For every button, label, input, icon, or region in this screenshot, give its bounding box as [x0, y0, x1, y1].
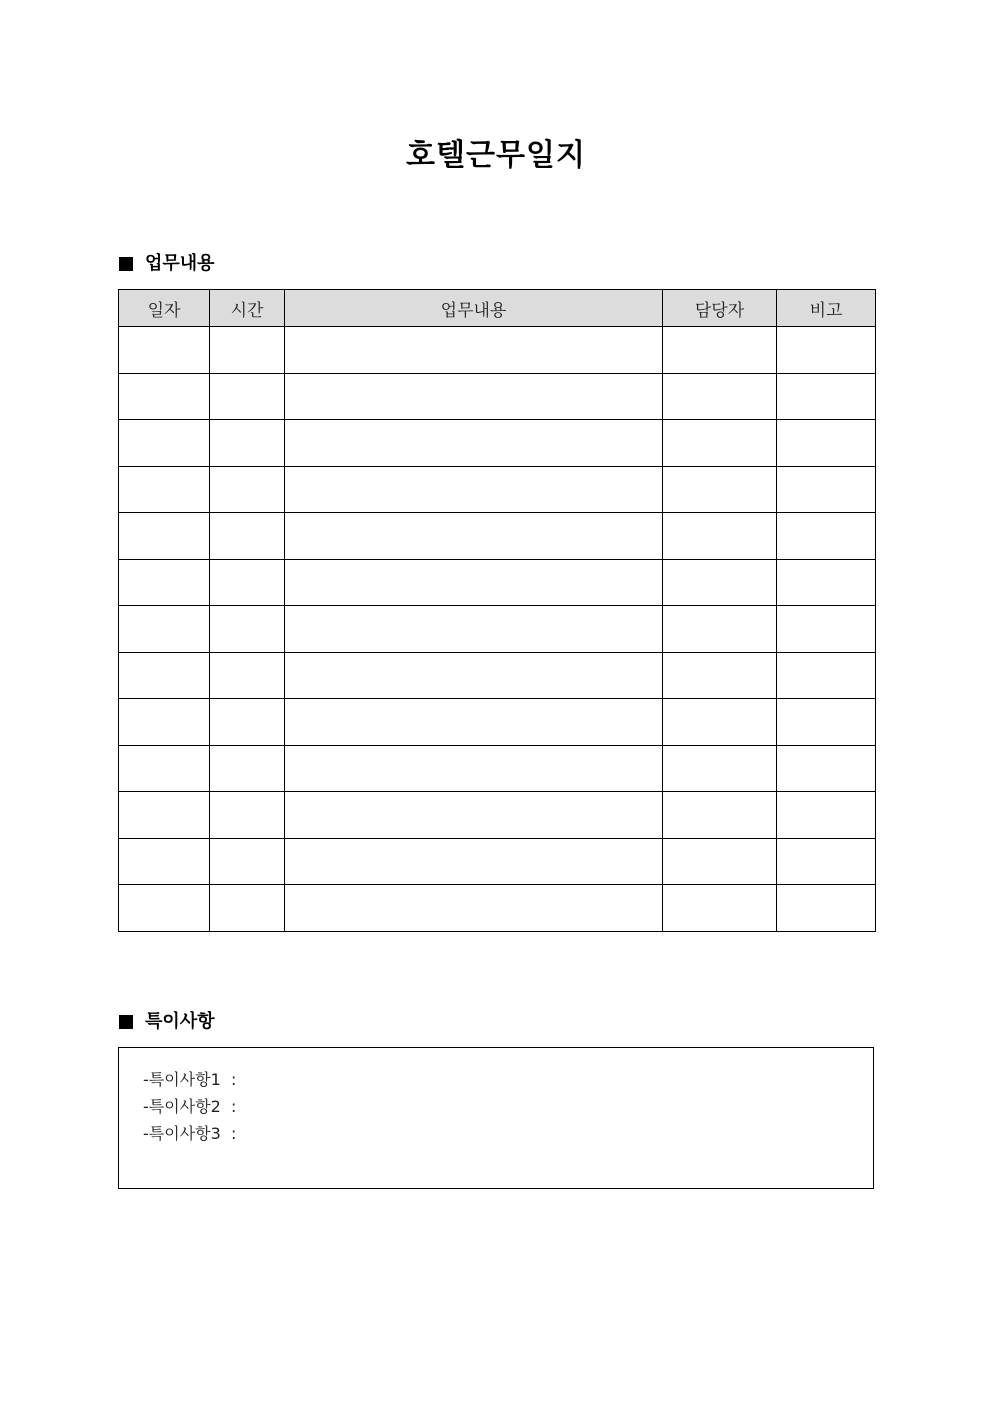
cell-assignee[interactable] [663, 606, 777, 653]
cell-date[interactable] [119, 373, 210, 420]
cell-assignee[interactable] [663, 373, 777, 420]
cell-date[interactable] [119, 559, 210, 606]
cell-task[interactable] [285, 745, 663, 792]
table-row [119, 466, 876, 513]
notes-list [143, 1066, 236, 1147]
cell-remarks[interactable] [777, 373, 876, 420]
cell-assignee[interactable] [663, 466, 777, 513]
cell-remarks[interactable] [777, 699, 876, 746]
square-bullet-icon [119, 1015, 133, 1029]
cell-assignee[interactable] [663, 699, 777, 746]
table-row [119, 420, 876, 467]
note-item-3: -특이사항3 : [143, 1124, 237, 1143]
cell-date[interactable] [119, 466, 210, 513]
cell-remarks[interactable] [777, 838, 876, 885]
cell-task[interactable] [285, 792, 663, 839]
table-row [119, 559, 876, 606]
column-header-assignee: 담당자 [663, 290, 777, 327]
cell-assignee[interactable] [663, 420, 777, 467]
cell-remarks[interactable] [777, 559, 876, 606]
cell-remarks[interactable] [777, 792, 876, 839]
table-row [119, 838, 876, 885]
cell-task[interactable] [285, 513, 663, 560]
cell-assignee[interactable] [663, 885, 777, 932]
cell-date[interactable] [119, 792, 210, 839]
cell-date[interactable] [119, 606, 210, 653]
cell-task[interactable] [285, 699, 663, 746]
cell-assignee[interactable] [663, 327, 777, 374]
table-row [119, 513, 876, 560]
cell-task[interactable] [285, 373, 663, 420]
cell-date[interactable] [119, 885, 210, 932]
notes-box [118, 1047, 874, 1189]
cell-task[interactable] [285, 559, 663, 606]
cell-task[interactable] [285, 885, 663, 932]
cell-assignee[interactable] [663, 652, 777, 699]
cell-task[interactable] [285, 838, 663, 885]
cell-assignee[interactable] [663, 745, 777, 792]
cell-time[interactable] [210, 513, 285, 560]
cell-time[interactable] [210, 559, 285, 606]
cell-time[interactable] [210, 466, 285, 513]
cell-remarks[interactable] [777, 466, 876, 513]
cell-time[interactable] [210, 606, 285, 653]
cell-date[interactable] [119, 420, 210, 467]
cell-time[interactable] [210, 745, 285, 792]
cell-remarks[interactable] [777, 745, 876, 792]
column-header-task: 업무내용 [285, 290, 663, 327]
cell-time[interactable] [210, 652, 285, 699]
cell-time[interactable] [210, 885, 285, 932]
table-row [119, 652, 876, 699]
cell-assignee[interactable] [663, 838, 777, 885]
cell-date[interactable] [119, 652, 210, 699]
note-item-2: -특이사항2 : [143, 1097, 237, 1116]
cell-task[interactable] [285, 466, 663, 513]
notes-section-heading-label: 특이사항 [145, 1011, 215, 1032]
column-header-date: 일자 [119, 290, 210, 327]
cell-assignee[interactable] [663, 792, 777, 839]
cell-remarks[interactable] [777, 652, 876, 699]
column-header-time: 시간 [210, 290, 285, 327]
cell-remarks[interactable] [777, 327, 876, 374]
cell-task[interactable] [285, 420, 663, 467]
notes-section-heading [119, 1010, 215, 1034]
cell-remarks[interactable] [777, 606, 876, 653]
cell-assignee[interactable] [663, 513, 777, 560]
work-section-heading [119, 252, 215, 276]
table-header-row [119, 290, 876, 327]
cell-task[interactable] [285, 652, 663, 699]
document-title: 호텔근무일지 [406, 138, 586, 173]
table-row [119, 606, 876, 653]
cell-date[interactable] [119, 745, 210, 792]
note-item-1: -특이사항1 : [143, 1070, 237, 1089]
cell-time[interactable] [210, 838, 285, 885]
cell-assignee[interactable] [663, 559, 777, 606]
cell-time[interactable] [210, 420, 285, 467]
cell-remarks[interactable] [777, 885, 876, 932]
cell-date[interactable] [119, 838, 210, 885]
table-row [119, 792, 876, 839]
cell-time[interactable] [210, 327, 285, 374]
column-header-remarks: 비고 [777, 290, 876, 327]
cell-remarks[interactable] [777, 420, 876, 467]
cell-date[interactable] [119, 699, 210, 746]
cell-task[interactable] [285, 606, 663, 653]
cell-time[interactable] [210, 792, 285, 839]
cell-date[interactable] [119, 327, 210, 374]
cell-task[interactable] [285, 327, 663, 374]
table-row [119, 373, 876, 420]
cell-time[interactable] [210, 373, 285, 420]
work-section-heading-label: 업무내용 [145, 253, 215, 274]
work-log-table [118, 289, 876, 932]
table-row [119, 885, 876, 932]
cell-time[interactable] [210, 699, 285, 746]
table-row [119, 745, 876, 792]
table-row [119, 699, 876, 746]
square-bullet-icon [119, 257, 133, 271]
cell-date[interactable] [119, 513, 210, 560]
table-row [119, 327, 876, 374]
cell-remarks[interactable] [777, 513, 876, 560]
